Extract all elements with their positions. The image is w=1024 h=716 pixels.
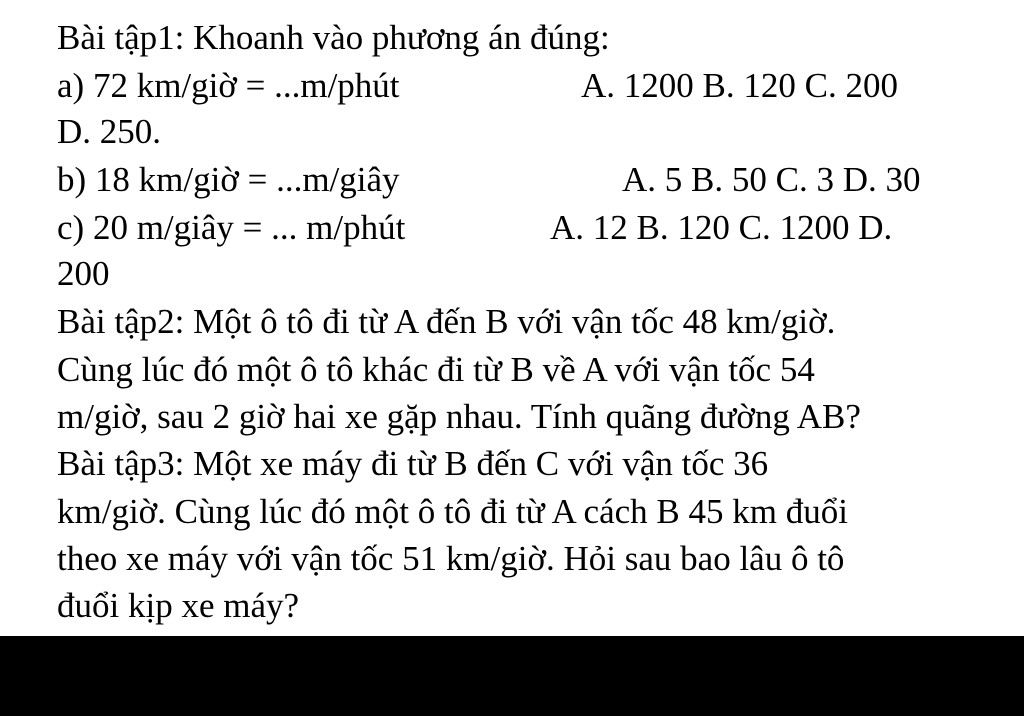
exercise-1c-options-continued: 200 bbox=[57, 254, 110, 293]
exercise-3-line-1: Bài tập3: Một xe máy đi từ B đến C với vận tốc 36 bbox=[57, 444, 769, 483]
exercise-1b-options: A. 5 B. 50 C. 3 D. 30 bbox=[622, 160, 921, 199]
exercise-1c-options: A. 12 B. 120 C. 1200 D. bbox=[550, 208, 893, 247]
exercise-1a-options: A. 1200 B. 120 C. 200 bbox=[581, 66, 898, 105]
exercise-2-line-2: Cùng lúc đó một ô tô khác đi từ B về A với vận tốc 54 bbox=[57, 350, 815, 389]
exercise-1b-row bbox=[57, 156, 977, 204]
exercise-1-title: Bài tập1: Khoanh vào phương án đúng: bbox=[57, 18, 610, 57]
exercise-2-line-3: m/giờ, sau 2 giờ hai xe gặp nhau. Tính quãng đường AB? bbox=[57, 397, 861, 436]
exercise-3-line-4: đuổi kịp xe máy? bbox=[57, 586, 300, 625]
exercise-1a-options-continued: D. 250. bbox=[57, 112, 162, 151]
exercise-1b-question: b) 18 km/giờ = ...m/giây bbox=[57, 160, 400, 199]
exercise-3-line-3: theo xe máy với vận tốc 51 km/giờ. Hỏi sau bao lâu ô tô bbox=[57, 539, 845, 578]
exercise-3-line-2: km/giờ. Cùng lúc đó một ô tô đi từ A cách B 45 km đuổi bbox=[57, 492, 848, 531]
exercise-1a-row bbox=[57, 62, 977, 110]
black-bottom-bar bbox=[0, 636, 1024, 716]
exercise-1c-question: c) 20 m/giây = ... m/phút bbox=[57, 208, 406, 247]
exercise-2-line-1: Bài tập2: Một ô tô đi từ A đến B với vận tốc 48 km/giờ. bbox=[57, 302, 836, 341]
exercise-1c-row bbox=[57, 204, 977, 252]
exercise-1a-question: a) 72 km/giờ = ...m/phút bbox=[57, 66, 400, 105]
